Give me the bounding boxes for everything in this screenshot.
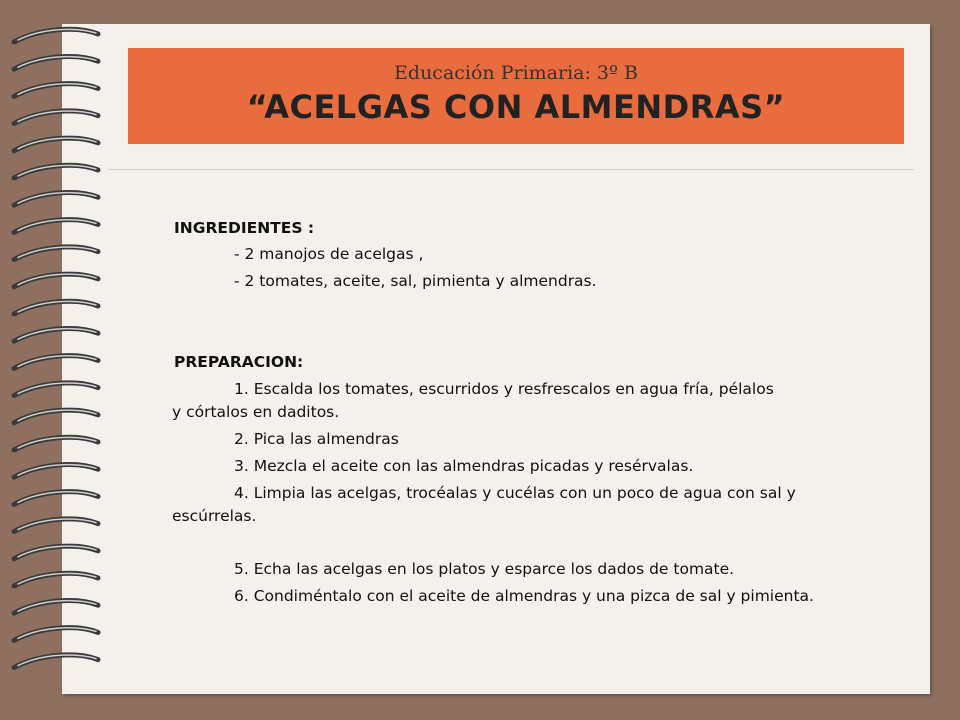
step-5: 5. Echa las acelgas en los platos y esparce los dados de tomate. bbox=[234, 560, 735, 578]
step-1: 1. Escalda los tomates, escurridos y resfrescalos en agua fría, pélalos bbox=[234, 380, 774, 398]
preparation-heading: PREPARACION: bbox=[174, 353, 304, 371]
page-title: “ACELGAS CON ALMENDRAS” bbox=[246, 88, 786, 126]
step-2: 2. Pica las almendras bbox=[234, 430, 399, 448]
step-6: 6. Condiméntalo con el aceite de almendras y una pizca de sal y pimienta. bbox=[234, 587, 814, 605]
page-subtitle: Educación Primaria: 3º B bbox=[394, 62, 638, 84]
ingredient-item: - 2 tomates, aceite, sal, pimienta y almendras. bbox=[234, 272, 597, 290]
ingredient-item: - 2 manojos de acelgas , bbox=[234, 245, 424, 263]
step-4-cont: escúrrelas. bbox=[172, 507, 257, 525]
ingredients-heading: INGREDIENTES : bbox=[174, 219, 315, 237]
step-4: 4. Limpia las acelgas, trocéalas y cucélas con un poco de agua con sal y bbox=[234, 484, 796, 502]
step-3: 3. Mezcla el aceite con las almendras picadas y resérvalas. bbox=[234, 457, 694, 475]
step-1-cont: y córtalos en daditos. bbox=[172, 403, 340, 421]
